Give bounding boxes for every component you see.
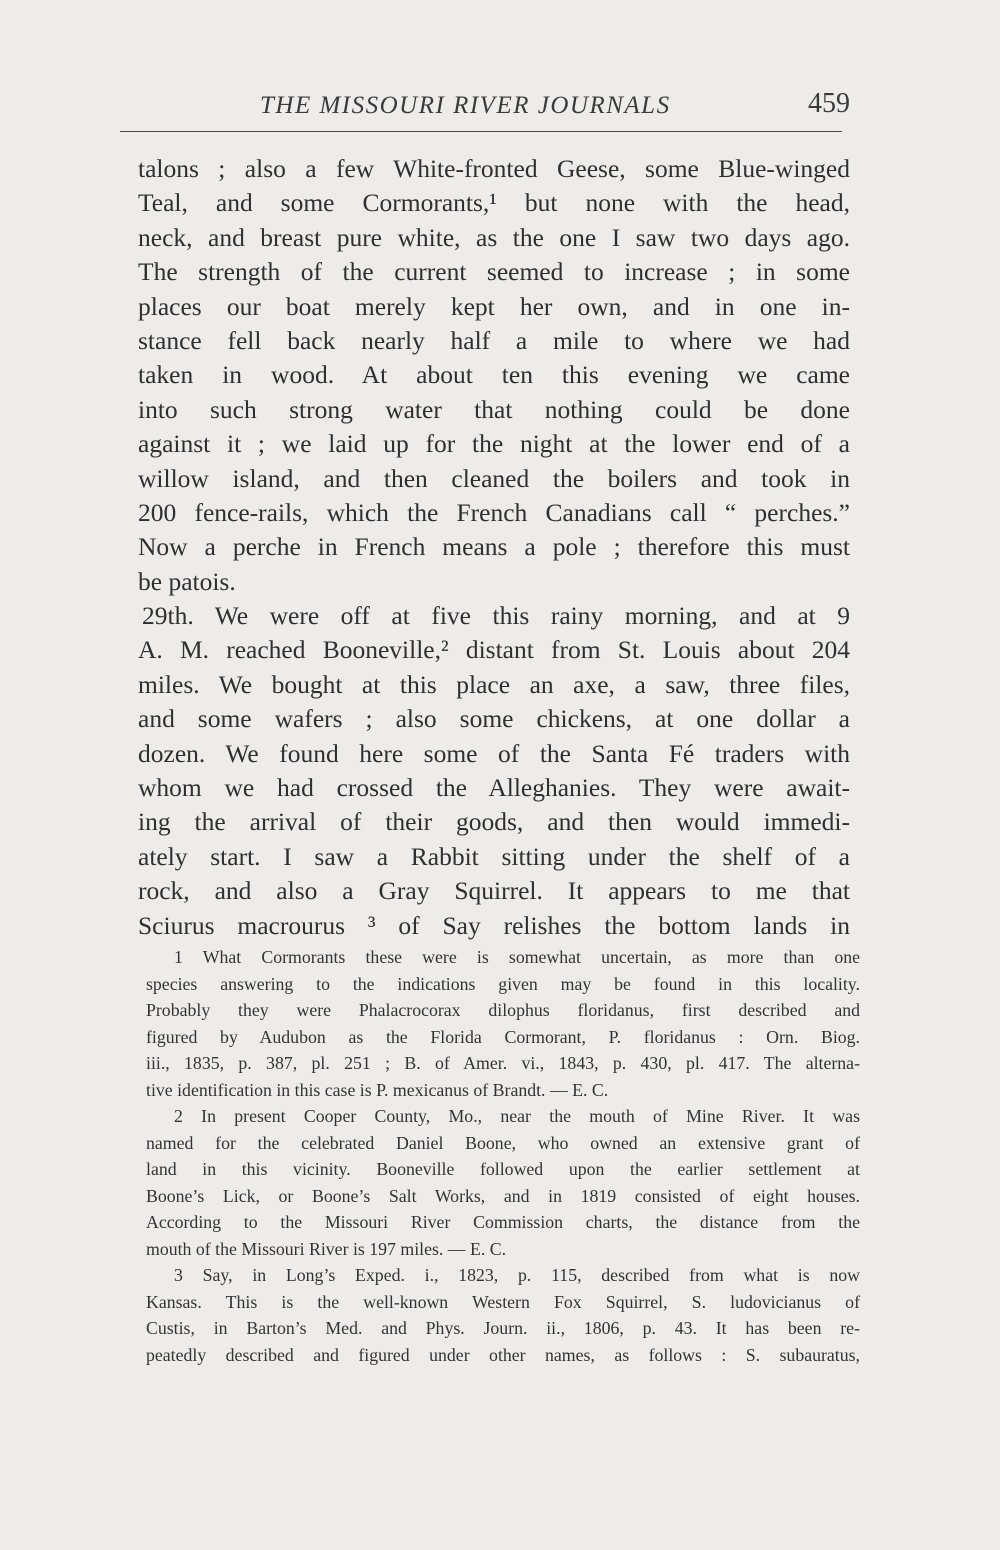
footnote-line: figured by Audubon as the Florida Cormorant, P. floridanus : Orn. Biog. [146, 1026, 860, 1047]
body-line: 200 fence-rails, which the French Canadians call “ perches.” [138, 497, 850, 527]
body-line: talons ; also a few White-fronted Geese, some Blue-winged [138, 154, 850, 183]
body-line: neck, and breast pure white, as the one I saw two days ago. [138, 222, 850, 252]
footnote-line: peatedly described and figured under other names, as follows : S. subauratus, [146, 1344, 860, 1365]
footnote-line: land in this vicinity. Booneville followed upon the earlier settlement at [146, 1159, 860, 1179]
footnote-line: named for the celebrated Daniel Boone, who owned an extensive grant of [146, 1132, 860, 1153]
page-number: 459 [808, 88, 850, 119]
body-text [138, 152, 850, 943]
body-line: The strength of the current seemed to increase ; in some [138, 257, 850, 287]
footnote-line: tive identification in this case is P. mexicanus of Brandt. — E. C. [146, 1079, 609, 1100]
body-line: A. M. reached Booneville,² distant from St. Louis about 204 [138, 635, 850, 665]
body-line: stance fell back nearly half a mile to where we had [138, 325, 850, 355]
body-line: and some wafers ; also some chickens, at one dollar a [138, 704, 850, 734]
body-line: willow island, and then cleaned the boilers and took in [138, 463, 850, 493]
body-line: 29th. We were off at five this rainy morning, and at 9 [142, 601, 850, 631]
body-line: dozen. We found here some of the Santa Fé traders with [138, 738, 850, 768]
body-line: Sciurus macrourus ³ of Say relishes the bottom lands in [138, 910, 850, 940]
footnote-line: Boone’s Lick, or Boone’s Salt Works, and in 1819 consisted of eight houses. [146, 1185, 860, 1206]
body-line: against it ; we laid up for the night at the lower end of a [138, 429, 850, 459]
body-line: whom we had crossed the Alleghanies. They were await- [138, 773, 850, 803]
body-line: taken in wood. At about ten this evening we came [138, 360, 850, 390]
body-line: rock, and also a Gray Squirrel. It appears to me that [138, 876, 850, 906]
footnotes [146, 944, 860, 1368]
footnote-line: 2 In present Cooper County, Mo., near the mouth of Mine River. It was [174, 1106, 860, 1126]
body-line: into such strong water that nothing could be done [138, 394, 850, 424]
footnote-line: 3 Say, in Long’s Exped. i., 1823, p. 115, described from what is now [174, 1265, 860, 1285]
body-line: ately start. I saw a Rabbit sitting under the shelf of a [138, 841, 850, 871]
footnote-line: mouth of the Missouri River is 197 miles. — E. C. [146, 1238, 507, 1259]
page-header [138, 88, 850, 136]
footnote-line: Probably they were Phalacrocorax dilophus floridanus, first described and [146, 1000, 860, 1020]
body-line: places our boat merely kept her own, and in one in- [138, 291, 850, 321]
footnote-line: species answering to the indications given may be found in this locality. [146, 973, 860, 994]
footnote-line: Custis, in Barton’s Med. and Phys. Journ. ii., 1806, p. 43. It has been re- [146, 1318, 860, 1338]
footnote-line: iii., 1835, p. 387, pl. 251 ; B. of Amer. vi., 1843, p. 430, pl. 417. The alterna- [146, 1053, 860, 1073]
footnote-line: 1 What Cormorants these were is somewhat uncertain, as more than one [174, 947, 860, 967]
body-line: Now a perche in French means a pole ; therefore this must [138, 532, 850, 562]
body-line: miles. We bought at this place an axe, a saw, three files, [138, 669, 850, 699]
running-title: THE MISSOURI RIVER JOURNALS [260, 92, 671, 119]
body-line: be patois. [138, 566, 236, 596]
body-line: ing the arrival of their goods, and then would immedi- [138, 807, 850, 837]
body-line: Teal, and some Cormorants,¹ but none with the head, [138, 188, 850, 218]
footnote-line: According to the Missouri River Commission charts, the distance from the [146, 1212, 860, 1232]
footnote-line: Kansas. This is the well-known Western Fox Squirrel, S. ludovicianus of [146, 1291, 860, 1312]
header-rule [120, 131, 842, 132]
